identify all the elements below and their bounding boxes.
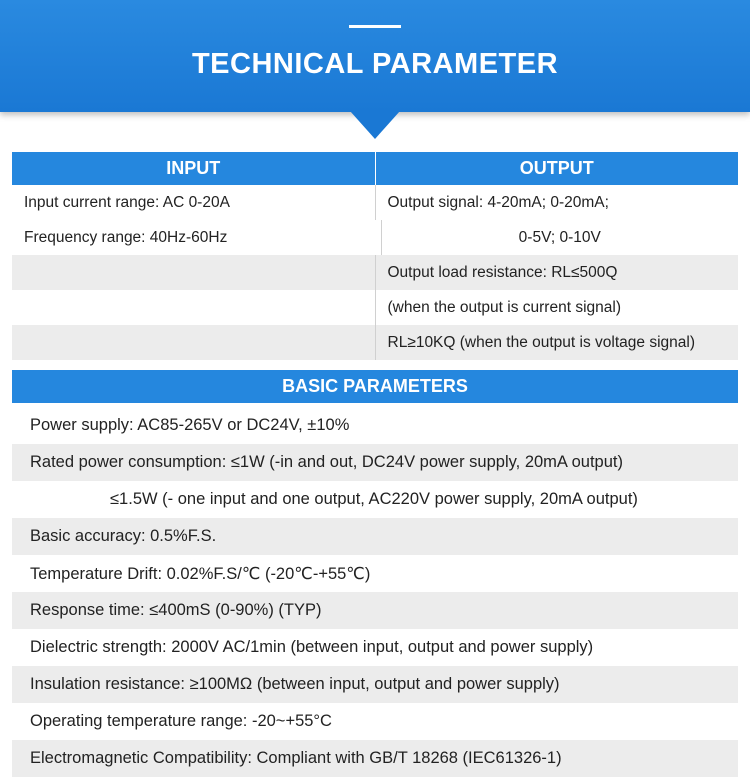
input-cell xyxy=(12,325,376,360)
output-cell: (when the output is current signal) xyxy=(387,298,621,316)
list-item: Electromagnetic Compatibility: Compliant with GB/T 18268 (IEC61326-1) xyxy=(12,740,738,777)
input-header: INPUT xyxy=(12,152,376,185)
table-row xyxy=(12,255,738,290)
list-item: Response time: ≤400mS (0-90%) (TYP) xyxy=(12,592,738,629)
input-output-table xyxy=(12,152,738,360)
list-item: Operating temperature range: -20~+55°C xyxy=(30,712,332,730)
basic-parameters-header: BASIC PARAMETERS xyxy=(12,370,738,403)
output-cell: Output signal: 4-20mA; 0-20mA; xyxy=(387,193,609,211)
table-row xyxy=(12,325,738,360)
list-item: Dielectric strength: 2000V AC/1min (between input, output and power supply) xyxy=(30,638,594,656)
header-banner xyxy=(0,0,750,112)
input-cell: Input current range: AC 0-20A xyxy=(12,185,376,220)
output-cell: RL≥10KQ (when the output is voltage signal) xyxy=(387,333,695,351)
list-item: Rated power consumption: ≤1W (-in and out, DC24V power supply, 20mA output) xyxy=(12,444,738,481)
input-cell xyxy=(12,290,376,325)
output-header: OUTPUT xyxy=(519,158,594,178)
list-item: Insulation resistance: ≥100MΩ (between input, output and power supply) xyxy=(12,666,738,703)
input-cell: Frequency range: 40Hz-60Hz xyxy=(12,220,382,255)
input-cell xyxy=(12,255,376,290)
banner-divider xyxy=(349,25,401,28)
page-title: TECHNICAL PARAMETER xyxy=(191,48,559,80)
table-row xyxy=(12,185,738,220)
output-cell: Output load resistance: RL≤500Q xyxy=(387,263,618,281)
list-item: Temperature Drift: 0.02%F.S/℃ (-20℃-+55℃) xyxy=(30,564,371,583)
io-header-row xyxy=(12,152,738,185)
list-item: ≤1.5W (- one input and one output, AC220V power supply, 20mA output) xyxy=(110,490,638,508)
list-item: Basic accuracy: 0.5%F.S. xyxy=(12,518,738,555)
banner-pointer xyxy=(350,111,400,139)
table-row xyxy=(12,290,738,325)
basic-parameters-list xyxy=(12,407,738,777)
list-item: Power supply: AC85-265V or DC24V, ±10% xyxy=(30,416,350,434)
output-cell: 0-5V; 0-10V xyxy=(518,228,601,246)
table-row xyxy=(12,220,738,255)
